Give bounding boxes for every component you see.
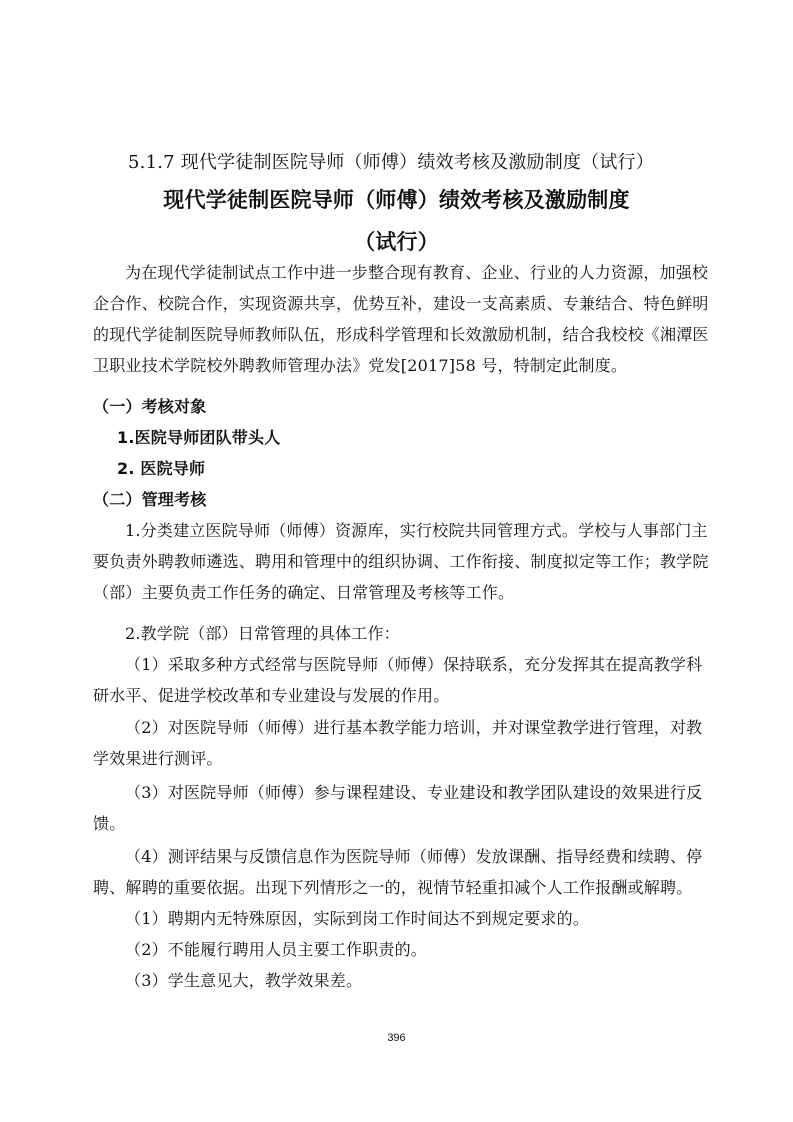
condition-item: （3）学生意见大，教学效果差。 bbox=[125, 971, 363, 990]
section-1-heading: （一）考核对象 bbox=[93, 397, 207, 416]
section-1-item: 2. 医院导师 bbox=[117, 459, 206, 478]
work-item-line: 研水平、促进学校改革和专业建设与发展的作用。 bbox=[93, 686, 450, 705]
work-item-line: 学效果进行测评。 bbox=[93, 749, 223, 768]
condition-item: （1）聘期内无特殊原因，实际到岗工作时间达不到规定要求的。 bbox=[125, 909, 589, 928]
section-heading: 5.1.7 现代学徒制医院导师（师傅）绩效考核及激励制度（试行） bbox=[128, 152, 654, 173]
work-item-line: 聘、解聘的重要依据。出现下列情形之一的，视情节轻重扣减个人工作报酬或解聘。 bbox=[93, 878, 693, 897]
work-item-line: 馈。 bbox=[93, 814, 126, 833]
intro-line: 卫职业技术学院校外聘教师管理办法》党发[2017]58 号，特制定此制度。 bbox=[93, 356, 628, 375]
work-item-line: （2）对医院导师（师傅）进行基本教学能力培训，并对课堂教学进行管理，对教 bbox=[125, 718, 703, 737]
intro-line: 的现代学徒制医院导师教师队伍，形成科学管理和长效激励机制，结合我校校《湘潭医 bbox=[93, 325, 709, 344]
condition-item: （2）不能履行聘用人员主要工作职责的。 bbox=[125, 940, 427, 959]
paragraph-line: 要负责外聘教师遴选、聘用和管理中的组织协调、工作衔接、制度拟定等工作；教学院 bbox=[93, 552, 709, 571]
document-title: 现代学徒制医院导师（师傅）绩效考核及激励制度 bbox=[163, 188, 630, 212]
document-subtitle: （试行） bbox=[354, 230, 439, 254]
page-number: 396 bbox=[387, 1032, 406, 1044]
intro-line: 企合作、校院合作，实现资源共享，优势互补，建设一支高素质、专兼结合、特色鲜明 bbox=[93, 294, 709, 313]
section-2-heading: （二）管理考核 bbox=[93, 490, 207, 509]
work-item-line: （4）测评结果与反馈信息作为医院导师（师傅）发放课酬、指导经费和续聘、停 bbox=[125, 847, 703, 866]
paragraph-line: （部）主要负责工作任务的确定、日常管理及考核等工作。 bbox=[93, 583, 515, 602]
intro-line: 为在现代学徒制试点工作中进一步整合现有教育、企业、行业的人力资源，加强校 bbox=[125, 263, 709, 282]
paragraph-line: 2.教学院（部）日常管理的具体工作： bbox=[125, 624, 400, 643]
section-1-item: 1.医院导师团队带头人 bbox=[117, 428, 281, 447]
work-item-line: （1）采取多种方式经常与医院导师（师傅）保持联系，充分发挥其在提高教学科 bbox=[125, 655, 703, 674]
paragraph-line: 1.分类建立医院导师（师傅）资源库，实行校院共同管理方式。学校与人事部门主 bbox=[125, 521, 708, 540]
work-item-line: （3）对医院导师（师傅）参与课程建设、专业建设和教学团队建设的效果进行反 bbox=[125, 783, 703, 802]
